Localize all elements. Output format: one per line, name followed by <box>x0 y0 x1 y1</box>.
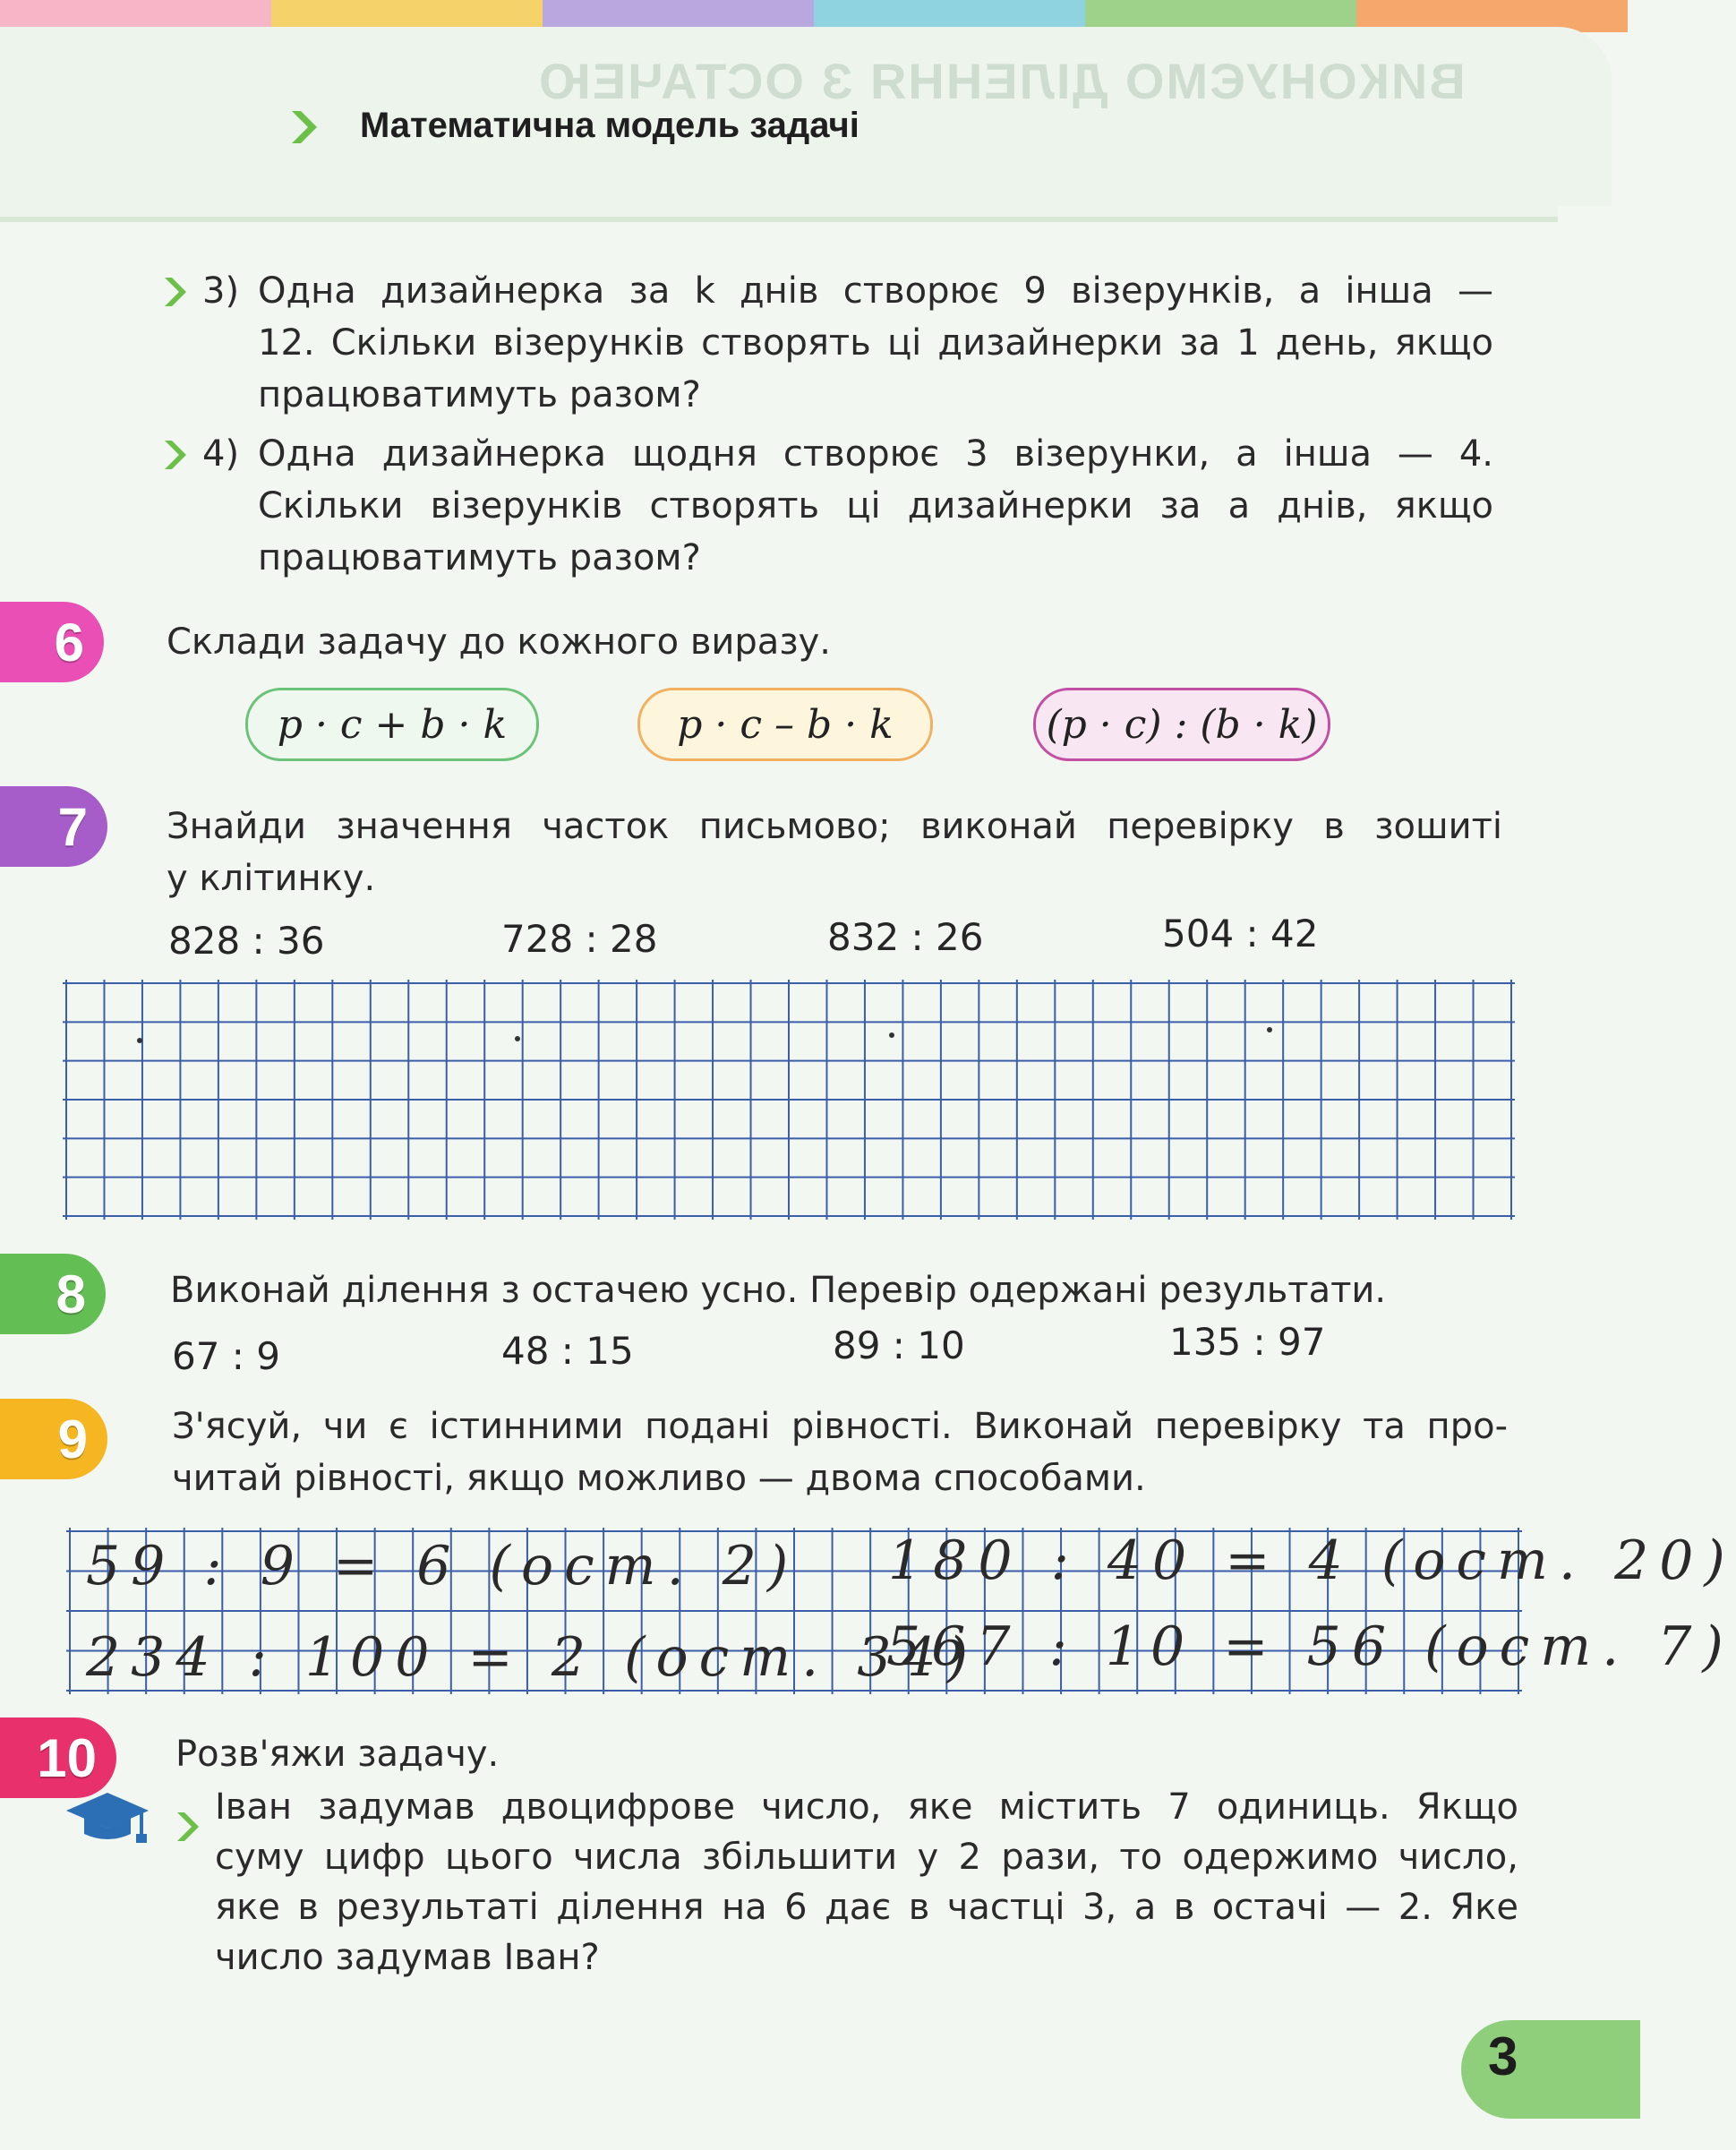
expression-1: p · c + b · k <box>245 688 539 761</box>
task-10-badge: 10 <box>0 1717 116 1798</box>
item-3-label: 3) <box>202 270 240 312</box>
division-example: 728 : 28 <box>501 917 658 961</box>
division-example: 135 : 97 <box>1169 1320 1326 1364</box>
chevron-right-icon <box>159 437 195 473</box>
division-example: 89 : 10 <box>833 1323 965 1367</box>
task-6-text: Склади задачу до кожного виразу. <box>167 621 831 663</box>
text-line: Скільки візерунків створять ці дизайнерки за a днів, якщо <box>258 485 1493 527</box>
task-10-title: Розв'яжи задачу. <box>175 1734 500 1775</box>
chevron-right-icon <box>285 106 328 149</box>
graduation-cap-icon <box>64 1787 150 1846</box>
chevron-right-icon <box>159 274 195 310</box>
division-example: 67 : 9 <box>172 1334 281 1378</box>
mirrored-bleed-through-text: ВИКОНУЄМО ДІЛЕННЯ З ОСТАЧЕЮ <box>537 53 1466 109</box>
section-title: Математична модель задачі <box>360 106 859 145</box>
chevron-right-icon <box>172 1809 208 1845</box>
task-6-badge: 6 <box>0 602 104 682</box>
text-line: у клітинку. <box>167 858 376 899</box>
expression-2: p · c – b · k <box>637 688 933 761</box>
page-number: 3 <box>1488 2026 1518 2086</box>
task-9-text <box>172 1400 1508 1504</box>
exercise-grid <box>63 980 1518 1223</box>
text-line: читай рівності, якщо можливо — двома способами. <box>172 1458 1146 1499</box>
task-9-badge: 9 <box>0 1399 107 1479</box>
task-8-text: Виконай ділення з остачею усно. Перевір одержані результати. <box>170 1270 1387 1311</box>
division-example: 504 : 42 <box>1162 912 1319 955</box>
text-line: З'ясуй, чи є істинними подані рівності. Виконай перевірку та про- <box>172 1406 1508 1447</box>
handwritten-equation: 180 : 40 = 4 (ост. 20) <box>888 1529 1736 1592</box>
text-line: працюватимуть разом? <box>258 374 701 415</box>
text-line: працюватимуть разом? <box>258 537 701 578</box>
text-line: число задумав Іван? <box>215 1937 600 1978</box>
text-line: Одна дизайнерка щодня створює 3 візерунки, а інша — 4. <box>258 433 1493 475</box>
division-example: 48 : 15 <box>501 1329 634 1373</box>
text-line: Одна дизайнерка за k днів створює 9 візерунків, а інша — <box>258 270 1493 312</box>
division-example: 832 : 26 <box>827 915 984 959</box>
item-4-label: 4) <box>202 433 240 475</box>
handwritten-equation: 234 : 100 = 2 (ост. 34) <box>86 1626 979 1689</box>
handwritten-equation: 59 : 9 = 6 (ост. 2) <box>86 1535 800 1598</box>
text-line: яке в результаті ділення на 6 дає в частці 3, а в остачі — 2. Яке <box>215 1887 1518 1928</box>
task-10-text <box>215 1782 1518 1983</box>
item-4-text <box>258 428 1493 584</box>
expression-3: (p · c) : (b · k) <box>1033 688 1330 761</box>
handwritten-equation: 567 : 10 = 56 (ост. 7) <box>886 1615 1734 1678</box>
text-line: Іван задумав двоцифрове число, яке містить 7 одиниць. Якщо <box>215 1786 1518 1828</box>
text-line: 12. Скільки візерунків створять ці дизайнерки за 1 день, якщо <box>258 322 1493 364</box>
item-3-text <box>258 265 1493 421</box>
text-line: Знайди значення часток письмово; виконай перевірку в зошиті <box>167 806 1502 847</box>
text-line: суму цифр цього числа збільшити у 2 рази, то одержимо число, <box>215 1837 1518 1878</box>
division-example: 828 : 36 <box>168 919 325 963</box>
task-7-text <box>167 801 1502 904</box>
task-8-badge: 8 <box>0 1254 106 1334</box>
task-7-badge: 7 <box>0 786 107 867</box>
